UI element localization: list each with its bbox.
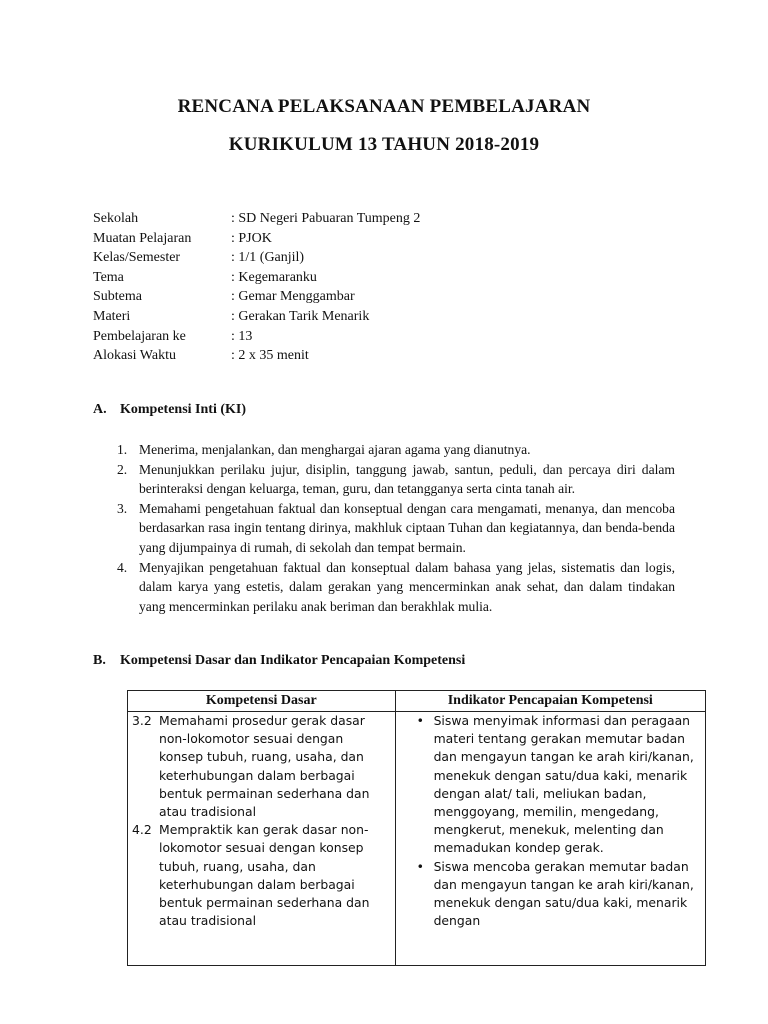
kd-code: 3.2 bbox=[132, 713, 152, 728]
identity-label: Kelas/Semester bbox=[93, 250, 181, 266]
identity-label: Tema bbox=[93, 269, 124, 285]
section-b-heading bbox=[93, 653, 465, 669]
indicator-text: Siswa menyimak informasi dan peragaan materi tentang gerakan memutar badan dan mengayun tangan ke arah kiri/kanan, menekuk dengan satu/dua kaki, menarik dengan alat/ tali, meliukan badan, menggoyang, memilin, mengedang, mengkerut, menekuk, melenting dan memadukan kondep gerak. bbox=[433, 713, 694, 856]
document-subtitle: KURIKULUM 13 TAHUN 2018-2019 bbox=[228, 134, 540, 155]
identity-row bbox=[93, 327, 420, 347]
identity-block bbox=[93, 209, 420, 366]
list-item bbox=[117, 558, 675, 617]
list-text: Menyajikan pengetahuan faktual dan konseptual dalam bahasa yang jelas, sistematis dan logis, dalam karya yang estetis, dalam gerakan yang mencerminkan anak sehat, dan dalam tindakan yang mencerminkan perilaku anak beriman dan berakhlak mulia. bbox=[139, 559, 675, 614]
indicator-entry bbox=[396, 712, 705, 858]
section-title: Kompetensi Dasar dan Indikator Pencapaian Kompetensi bbox=[120, 653, 466, 668]
list-item bbox=[117, 460, 675, 499]
kd-text: Mempraktik kan gerak dasar non-lokomotor sesuai dengan konsep tubuh, ruang, usaha, dan keterhubungan dalam berbagai bentuk permainan sederhana dan atau tradisional bbox=[159, 822, 370, 929]
bullet-icon: • bbox=[416, 713, 424, 728]
identity-row bbox=[93, 248, 420, 268]
identity-value: : PJOK bbox=[231, 230, 272, 246]
list-number: 4. bbox=[117, 559, 128, 575]
document-title: RENCANA PELAKSANAAN PEMBELAJARAN bbox=[177, 96, 591, 117]
identity-value: : 2 x 35 menit bbox=[231, 348, 309, 364]
kd-entry bbox=[128, 821, 395, 930]
list-number: 2. bbox=[117, 461, 128, 477]
list-number: 3. bbox=[117, 500, 128, 516]
identity-row bbox=[93, 229, 420, 249]
identity-label: Pembelajaran ke bbox=[93, 328, 186, 344]
identity-row bbox=[93, 307, 420, 327]
identity-label: Subtema bbox=[93, 289, 142, 305]
section-title: Kompetensi Inti (KI) bbox=[120, 402, 246, 417]
identity-value: : 1/1 (Ganjil) bbox=[231, 250, 305, 266]
section-a-heading bbox=[93, 402, 246, 418]
kd-entry bbox=[128, 712, 395, 821]
section-letter: B. bbox=[93, 653, 106, 668]
identity-row bbox=[93, 287, 420, 307]
list-text: Menerima, menjalankan, dan menghargai ajaran agama yang dianutnya. bbox=[139, 442, 531, 457]
kd-cell bbox=[128, 712, 396, 966]
list-item bbox=[117, 499, 675, 558]
indicator-text: Siswa mencoba gerakan memutar badan dan mengayun tangan ke arah kiri/kanan, menekuk dengan satu/dua kaki, menarik dengan bbox=[433, 858, 694, 929]
identity-label: Alokasi Waktu bbox=[93, 348, 176, 364]
identity-value: : Kegemaranku bbox=[231, 269, 317, 285]
kd-text: Memahami prosedur gerak dasar non-lokomotor sesuai dengan konsep tubuh, ruang, usaha, dan keterhubungan dalam berbagai bentuk permainan sederhana dan atau tradisional bbox=[159, 713, 370, 820]
identity-value: : 13 bbox=[231, 328, 253, 344]
identity-label: Sekolah bbox=[93, 211, 139, 226]
identity-value: : Gemar Menggambar bbox=[231, 289, 355, 305]
identity-value: : Gerakan Tarik Menarik bbox=[231, 308, 370, 324]
identity-row bbox=[93, 268, 420, 288]
competency-table bbox=[127, 690, 706, 966]
list-text: Menunjukkan perilaku jujur, disiplin, tanggung jawab, santun, peduli, dan percaya diri dalam berinteraksi dengan keluarga, teman, guru, dan tetangganya serta cinta tanah air. bbox=[139, 461, 675, 497]
section-letter: A. bbox=[93, 402, 107, 417]
list-item bbox=[117, 440, 675, 460]
kd-code: 4.2 bbox=[132, 822, 152, 838]
indicator-cell bbox=[395, 712, 705, 966]
identity-label: Materi bbox=[93, 308, 131, 324]
identity-row bbox=[93, 209, 420, 229]
table-header-row bbox=[128, 691, 706, 712]
indicator-entry bbox=[396, 858, 705, 931]
table-row bbox=[128, 712, 706, 966]
bullet-icon: • bbox=[416, 858, 424, 874]
list-text: Memahami pengetahuan faktual dan konseptual dengan cara mengamati, menanya, dan mencoba berdasarkan rasa ingin tentang dirinya, makhluk ciptaan Tuhan dan kegiatannya, dan benda-benda yang dijumpainya di rumah, di sekolah dan tempat bermain. bbox=[139, 500, 675, 555]
table-header-kd: Kompetensi Dasar bbox=[128, 691, 396, 712]
ki-list bbox=[117, 440, 675, 616]
identity-label: Muatan Pelajaran bbox=[93, 230, 192, 246]
list-number: 1. bbox=[117, 442, 128, 457]
identity-row bbox=[93, 346, 420, 366]
identity-value: : SD Negeri Pabuaran Tumpeng 2 bbox=[231, 211, 421, 226]
table-header-indicator: Indikator Pencapaian Kompetensi bbox=[395, 691, 705, 712]
